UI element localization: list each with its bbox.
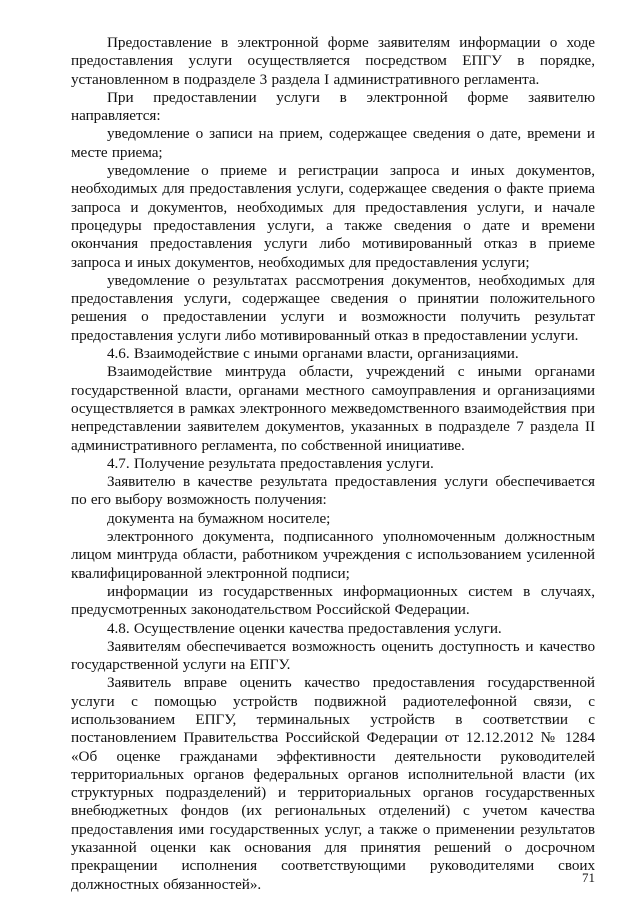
section-heading-4-8: 4.8. Осуществление оценки качества предоставления услуги.: [107, 619, 502, 637]
paragraph-electronic-document: электронного документа, подписанного уполномоченным должностным лицом минтруда области, работником учреждения с использованием усиленной квалифицированной электронной подписи;: [71, 528, 595, 582]
paragraph-quality-rights: Заявитель вправе оценить качество предоставления государственной услуги с помощью устройств подвижной радиотелефонной связи, с использованием ЕПГУ, терминальных устройств в соответствии с постановлением Правительства Российской Федерации от 12.12.2012 № 1284 «Об оценке гражданами эффективности деятельности руководителей территориальных органов федеральных органов исполнительной власти (их структурных подразделений) и территориальных органов государственных внебюджетных фондов (их региональных отделений) с учетом качества предоставления ими государственных услуг, а также о применении результатов указанной оценки как основания для принятия решений о досрочном прекращении исполнения соответствующими руководителями своих должностных обязанностей».: [71, 674, 595, 893]
section-heading-4-7: 4.7. Получение результата предоставления услуги.: [107, 454, 434, 472]
paragraph-notifications-intro: При предоставлении услуги в электронной форме заявителю направляется:: [71, 88, 595, 125]
paragraph-paper-document: документа на бумажном носителе;: [107, 509, 331, 527]
section-heading-4-6: 4.6. Взаимодействие с иными органами власти, организациями.: [107, 345, 519, 363]
paragraph-registration-notice: уведомление о приеме и регистрации запроса и иных документов, необходимых для предоставления услуги, содержащее сведения о факте приема запроса и документов, необходимых для предоставления услуги, и начале процедуры предоставления услуги, а также сведения о дате и времени окончания предоставления услуги либо мотивированный отказ в приеме запроса и иных документов, необходимых для предоставления услуги;: [71, 162, 595, 271]
paragraph-info-systems: информации из государственных информационных систем в случаях, предусмотренных законодательством Российской Федерации.: [71, 582, 595, 619]
paragraph-info-progress: Предоставление в электронной форме заявителям информации о ходе предоставления услуги осуществляется посредством ЕПГУ в порядке, установленном в подразделе 3 раздела I административного регламента.: [71, 34, 595, 88]
paragraph-result-options: Заявителю в качестве результата предоставления услуги обеспечивается по его выбору возможность получения:: [71, 473, 595, 509]
paragraph-interagency: Взаимодействие минтруда области, учреждений с иными органами государственной власти, органами местного самоуправления и организациями осуществляется в рамках электронного межведомственного взаимодействия при непредставлении заявителем документов, указанных в подразделе 7 раздела II административного регламента, по собственной инициативе.: [71, 363, 595, 454]
page-number: 71: [582, 870, 595, 885]
paragraph-quality-assessment: Заявителям обеспечивается возможность оценить доступность и качество государственной услуги на ЕПГУ.: [71, 637, 595, 674]
document-body: [71, 34, 595, 894]
paragraph-results-notice: уведомление о результатах рассмотрения документов, необходимых для предоставления услуги, содержащее сведения о принятии положительного решения о предоставлении услуги и возможности получить результат предоставления услуги либо мотивированный отказ в предоставлении услуги.: [71, 271, 595, 344]
paragraph-appointment-notice: уведомление о записи на прием, содержащее сведения о дате, времени и месте приема;: [71, 125, 595, 161]
